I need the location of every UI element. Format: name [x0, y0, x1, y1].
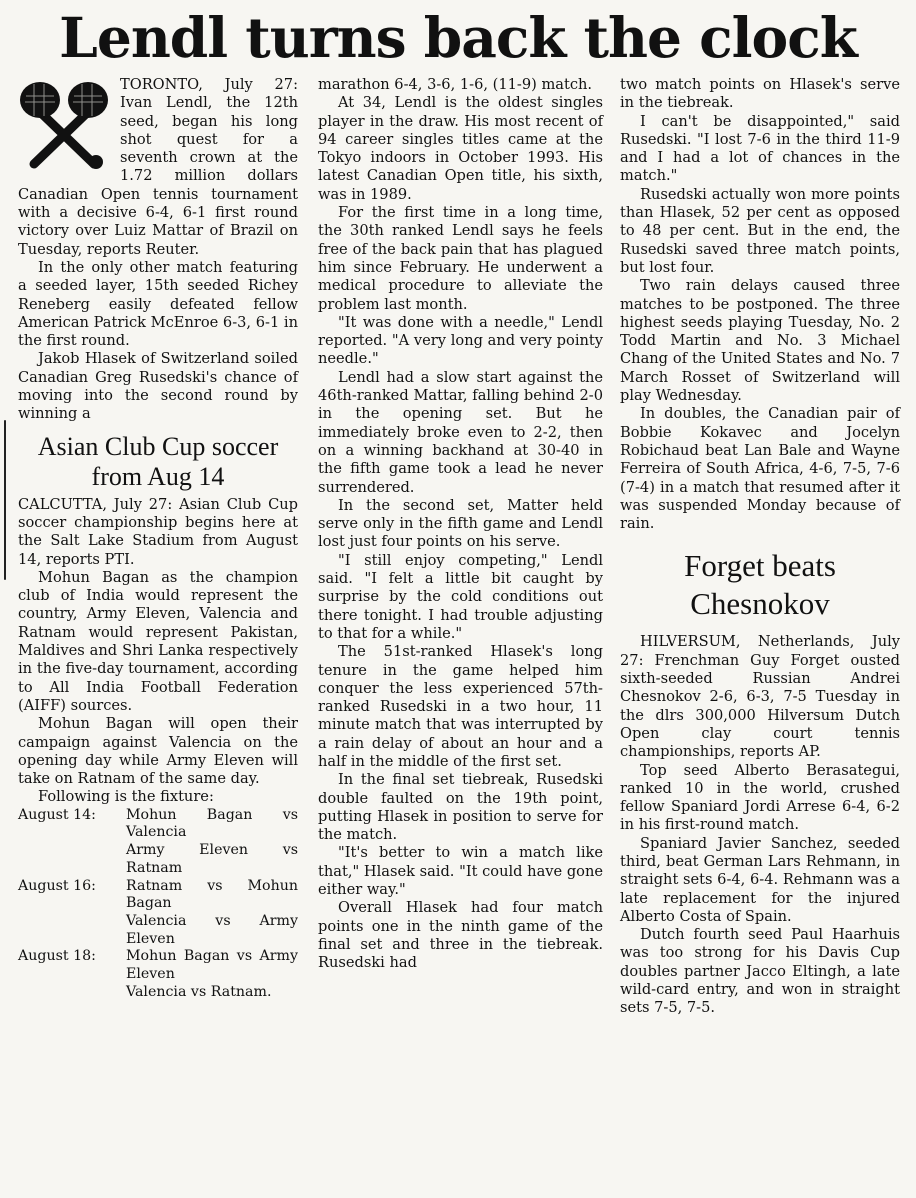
fixture-intro: Following is the fixture: — [38, 788, 214, 806]
column-2 — [318, 76, 603, 973]
fixture-game: Valencia vs Ratnam. — [126, 983, 272, 1000]
paragraph: Spaniard Javier Sanchez, seeded third, beat German Lars Rehmann, in straight sets 6-4, 6-4. Rehmann was a late replacement for the injured Alberto Costa of Spain. — [620, 834, 900, 925]
paragraph: marathon 6-4, 3-6, 1-6, (11-9) match. — [318, 76, 593, 93]
paragraph: I can't be disappointed," said Rusedski. "I lost 7-6 in the third 11-9 and I had a lot of chances in the match." — [620, 112, 900, 185]
fixture-date: August 18: — [18, 948, 96, 965]
column-1 — [18, 76, 298, 1001]
paragraph: The 51st-ranked Hlasek's long tenure in the game helped him conquer the less experienced 57th-ranked Rusedski in a two hour, 11 minute match that was interrupted by a rain delay of about an hour and a half in the middle of the first set. — [318, 643, 603, 770]
paragraph: For the first time in a long time, the 30th ranked Lendl says he feels free of the back pain that has plagued him since February. He underwent a medical procedure to alleviate the problem last month. — [318, 204, 603, 313]
forget-headline: Forget beats Chesnokov — [684, 548, 836, 622]
column-3 — [620, 76, 900, 1018]
lead-paragraph: TORONTO, July 27: Ivan Lendl, the 12th seed, began his long shot quest for a seventh crown at the 1.72 million dollars Canadian Open tennis tournament with a decisive 6-4, 6-1 first round victory over Luiz Mattar of Brazil on Tuesday, reports Reuter. — [18, 76, 298, 258]
fixture-game: Ratnam vs Mohun Bagan — [126, 877, 298, 912]
fixture-row — [18, 807, 298, 878]
paragraph: In the final set tiebreak, Rusedski double faulted on the 19th point, putting Hlasek in position to serve for the match. — [318, 771, 603, 844]
fixture-list — [18, 807, 298, 1002]
paragraph: Lendl had a slow start against the 46th-ranked Mattar, falling behind 2-0 in the opening set. But he immediately broke even to 2-2, then on a winning backhand at 30-40 in the fifth game took a lead he never surrendered. — [318, 368, 603, 496]
paragraph: Jakob Hlasek of Switzerland soiled Canadian Greg Rusedski's chance of moving into the second round by winning a — [18, 350, 298, 423]
fixture-game: Army Eleven vs Ratnam — [126, 842, 298, 876]
paragraph: HILVERSUM, Netherlands, July 27: Frenchman Guy Forget ousted sixth-seeded Russian Andrei Chesnokov 2-6, 6-3, 7-5 Tuesday in the dlrs 300,000 Hilversum Dutch Open clay court tennis championships, reports AP. — [620, 633, 900, 761]
fixture-row — [18, 948, 298, 1001]
fixture-date: August 14: — [18, 806, 96, 823]
paragraph: Mohun Bagan will open their campaign against Valencia on the opening day while Army Eleven will take on Ratnam of the same day. — [18, 715, 298, 788]
fixture-game: Valencia vs Army Eleven — [126, 912, 298, 947]
asian-cup-headline: Asian Club Cup soccer from Aug 14 — [37, 431, 279, 491]
paragraph: two match points on Hlasek's serve in the tiebreak. — [620, 76, 900, 112]
paragraph: Mohun Bagan as the champion club of India would represent the country, Army Eleven, Valencia and Ratnam would represent Pakistan, Maldives and Shri Lanka respectively in the five-day tournament, according to All India Football Federation (AIFF) sources. — [18, 568, 298, 714]
paragraph: In the only other match featuring a seeded layer, 15th seeded Richey Reneberg easily defeated fellow American Patrick McEnroe 6-3, 6-1 in the first round. — [18, 258, 298, 350]
crossed-tennis-rackets-icon — [16, 76, 112, 174]
fixture-date: August 16: — [18, 877, 96, 894]
paragraph: Top seed Alberto Berasategui, ranked 10 in the world, crushed fellow Spaniard Jordi Arrese 6-4, 6-2 in his first-round match. — [620, 761, 900, 834]
paragraph: Overall Hlasek had four match points one in the ninth game of the final set and three in the tiebreak. Rusedski had — [318, 899, 603, 972]
fixture-row — [18, 878, 298, 949]
column-rule — [4, 420, 6, 580]
fixture-game: Mohun Bagan vs Army Eleven — [126, 948, 298, 983]
paragraph: "I still enjoy competing," Lendl said. "I felt a little bit caught by surprise by the cold conditions out there tonight. I had trouble adjusting to that for a while." — [318, 551, 603, 642]
headline: Lendl turns back the clock — [59, 5, 857, 70]
paragraph: Two rain delays caused three matches to be postponed. The three highest seeds playing Tuesday, No. 2 Todd Martin and No. 3 Michael Chang of the United States and No. 7 March Rosset of Switzerland will play Wednesday. — [620, 277, 900, 405]
fixture-game: Mohun Bagan vs Valencia — [126, 806, 298, 841]
paragraph: "It was done with a needle," Lendl reported. "A very long and very pointy needle." — [318, 313, 603, 368]
paragraph: "It's better to win a match like that," Hlasek said. "It could have gone either way." — [318, 844, 603, 899]
paragraph: In the second set, Matter held serve only in the fifth game and Lendl lost just four points on his serve. — [318, 496, 603, 551]
paragraph: CALCUTTA, July 27: Asian Club Cup soccer championship begins here at the Salt Lake Stadium from August 14, reports PTI. — [18, 495, 298, 568]
paragraph: At 34, Lendl is the oldest singles player in the draw. His most recent of 94 career singles titles came at the Tokyo indoors in October 1993. His latest Canadian Open title, his sixth, was in 1989. — [318, 94, 603, 203]
paragraph: In doubles, the Canadian pair of Bobbie Kokavec and Jocelyn Robichaud beat Lan Bale and Wayne Ferreira of South Africa, 4-6, 7-5, 7-6 (7-4) in a match that resumed after it was suspended Monday because of rain. — [620, 405, 900, 533]
paragraph: Rusedski actually won more points than Hlasek, 52 per cent as opposed to 48 per cent. But in the end, the Rusedski saved three match points, but lost four. — [620, 185, 900, 276]
paragraph: Dutch fourth seed Paul Haarhuis was too strong for his Davis Cup doubles partner Jacco Eltingh, a late wild-card entry, and won in straight sets 7-5, 7-5. — [620, 926, 900, 1017]
